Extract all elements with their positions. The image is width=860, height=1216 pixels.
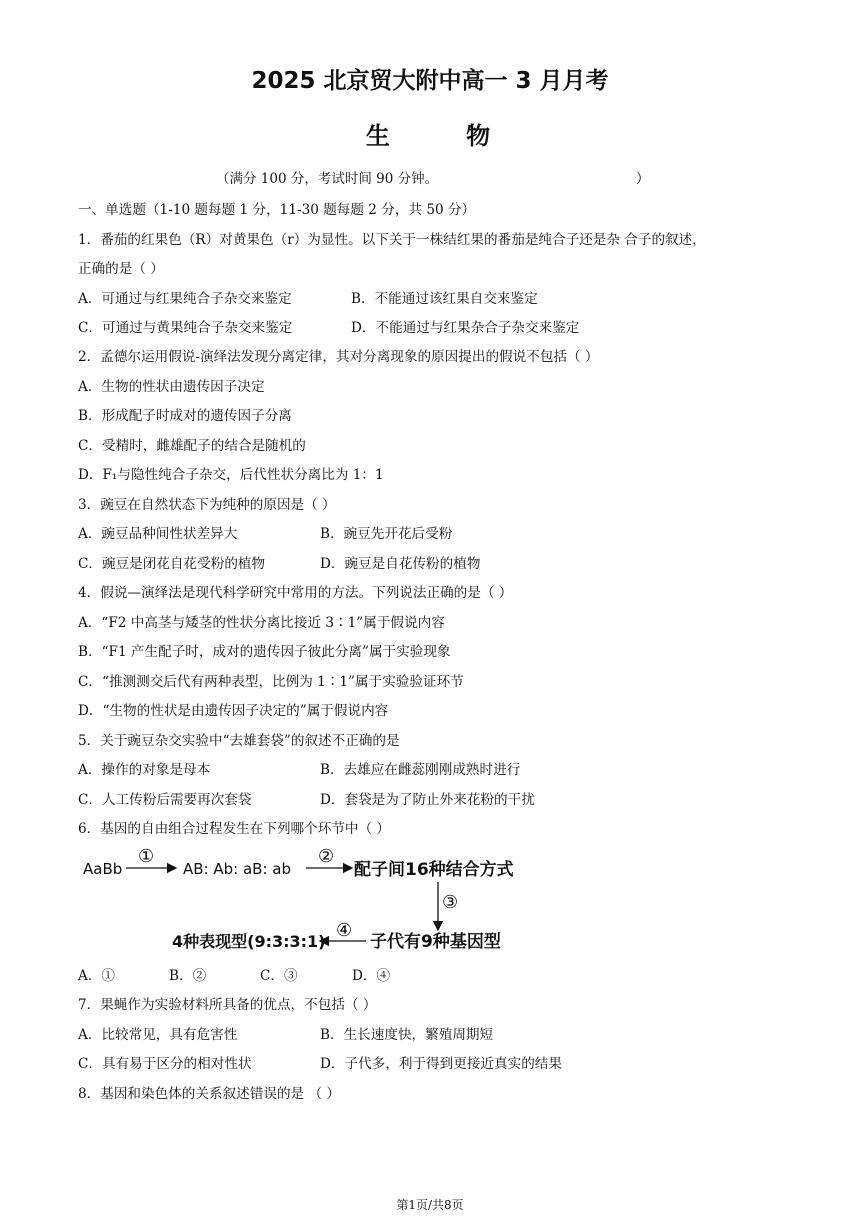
option-a: A．生物的性状由遗传因子决定 — [78, 379, 265, 395]
genotype-aabb: AaBb — [83, 860, 123, 878]
option-d: D．不能通过与红果杂合子杂交来鉴定 — [351, 320, 580, 336]
page-title: 2025 北京贸大附中高一 3 月月考 — [251, 68, 609, 94]
phenotypes-text: 4种表现型(9:3:3:1) — [172, 932, 326, 951]
option-c: C．受精时，雌雄配子的结合是随机的 — [78, 438, 306, 454]
option-a: A．“F2 中高茎与矮茎的性状分离比接近 3∶1”属于假说内容 — [78, 615, 445, 631]
option-b: B．形成配子时成对的遗传因子分离 — [78, 408, 292, 424]
genotypes-text: 子代有9种基因型 — [370, 932, 501, 952]
option-a: A．豌豆品种间性状差异大 — [78, 526, 238, 542]
question-stem: 6．基因的自由组合过程发生在下列哪个环节中（ ） — [78, 821, 391, 837]
option-c: C．③ — [260, 968, 298, 984]
page-footer: 第1页/共8页 — [396, 1198, 464, 1212]
question-stem: 正确的是（ ） — [78, 261, 164, 277]
option-d: D．豌豆是自花传粉的植物 — [320, 556, 481, 572]
option-c: C．具有易于区分的相对性状 — [78, 1056, 252, 1072]
step-1-label: ① — [138, 846, 155, 867]
option-d: D．子代多，利于得到更接近真实的结果 — [320, 1056, 562, 1072]
option-a: A．可通过与红果纯合子杂交来鉴定 — [78, 291, 292, 307]
exam-note-close: ） — [636, 171, 650, 187]
option-d: D．F₁与隐性纯合子杂交，后代性状分离比为 1：1 — [78, 467, 384, 483]
option-d: D．④ — [352, 968, 391, 984]
section-heading: 一、单选题（1-10 题每题 1 分，11-30 题每题 2 分，共 50 分） — [78, 202, 476, 218]
question-stem: 4．假说—演绎法是现代科学研究中常用的方法。下列说法正确的是（ ） — [78, 585, 513, 601]
step-3-label: ③ — [442, 892, 459, 913]
option-c: C．豌豆是闭花自花受粉的植物 — [78, 556, 266, 572]
gametes-text: AB: Ab: aB: ab — [183, 860, 291, 878]
combos-text: 配子间16种结合方式 — [354, 860, 514, 880]
option-a: A．① — [78, 968, 116, 984]
option-d: D．套袋是为了防止外来花粉的干扰 — [320, 792, 535, 808]
option-b: B．不能通过该红果自交来鉴定 — [351, 291, 538, 307]
option-c: C．“推测测交后代有两种表型，比例为 1∶1”属于实验验证环节 — [78, 674, 464, 690]
subject-title: 生 物 — [365, 122, 525, 150]
option-b: B．“F1 产生配子时，成对的遗传因子彼此分离”属于实验现象 — [78, 644, 451, 660]
option-c: C．人工传粉后需要再次套袋 — [78, 792, 252, 808]
option-d: D．“生物的性状是由遗传因子决定的”属于假说内容 — [78, 703, 389, 719]
option-a: A．操作的对象是母本 — [78, 762, 211, 778]
option-c: C．可通过与黄果纯合子杂交来鉴定 — [78, 320, 293, 336]
question-stem: 3．豌豆在自然状态下为纯种的原因是（ ） — [78, 497, 336, 513]
exam-note: （满分 100 分，考试时间 90 分钟。 — [216, 171, 439, 187]
option-b: B．② — [169, 968, 207, 984]
question-stem: 2．孟德尔运用假说-演绎法发现分离定律，其对分离现象的原因提出的假说不包括（ ） — [78, 349, 599, 365]
question-stem: 7．果蝇作为实验材料所具备的优点，不包括（ ） — [78, 997, 377, 1013]
step-4-label: ④ — [336, 920, 353, 941]
question-stem: 5．关于豌豆杂交实验中“去雄套袋”的叙述不正确的是 — [78, 733, 400, 749]
step-2-label: ② — [318, 846, 335, 867]
question-stem: 1．番茄的红果色（R）对黄果色（r）为显性。以下关于一株结红果的番茄是纯合子还是杂 合子的叙述， — [78, 232, 706, 248]
option-a: A．比较常见，具有危害性 — [78, 1027, 238, 1043]
gene-combination-diagram — [80, 842, 540, 960]
option-b: B．豌豆先开花后受粉 — [320, 526, 453, 542]
option-b: B．去雄应在雌蕊刚刚成熟时进行 — [320, 762, 521, 778]
option-b: B．生长速度快，繁殖周期短 — [320, 1027, 494, 1043]
question-stem: 8．基因和染色体的关系叙述错误的是 （ ） — [78, 1086, 340, 1102]
